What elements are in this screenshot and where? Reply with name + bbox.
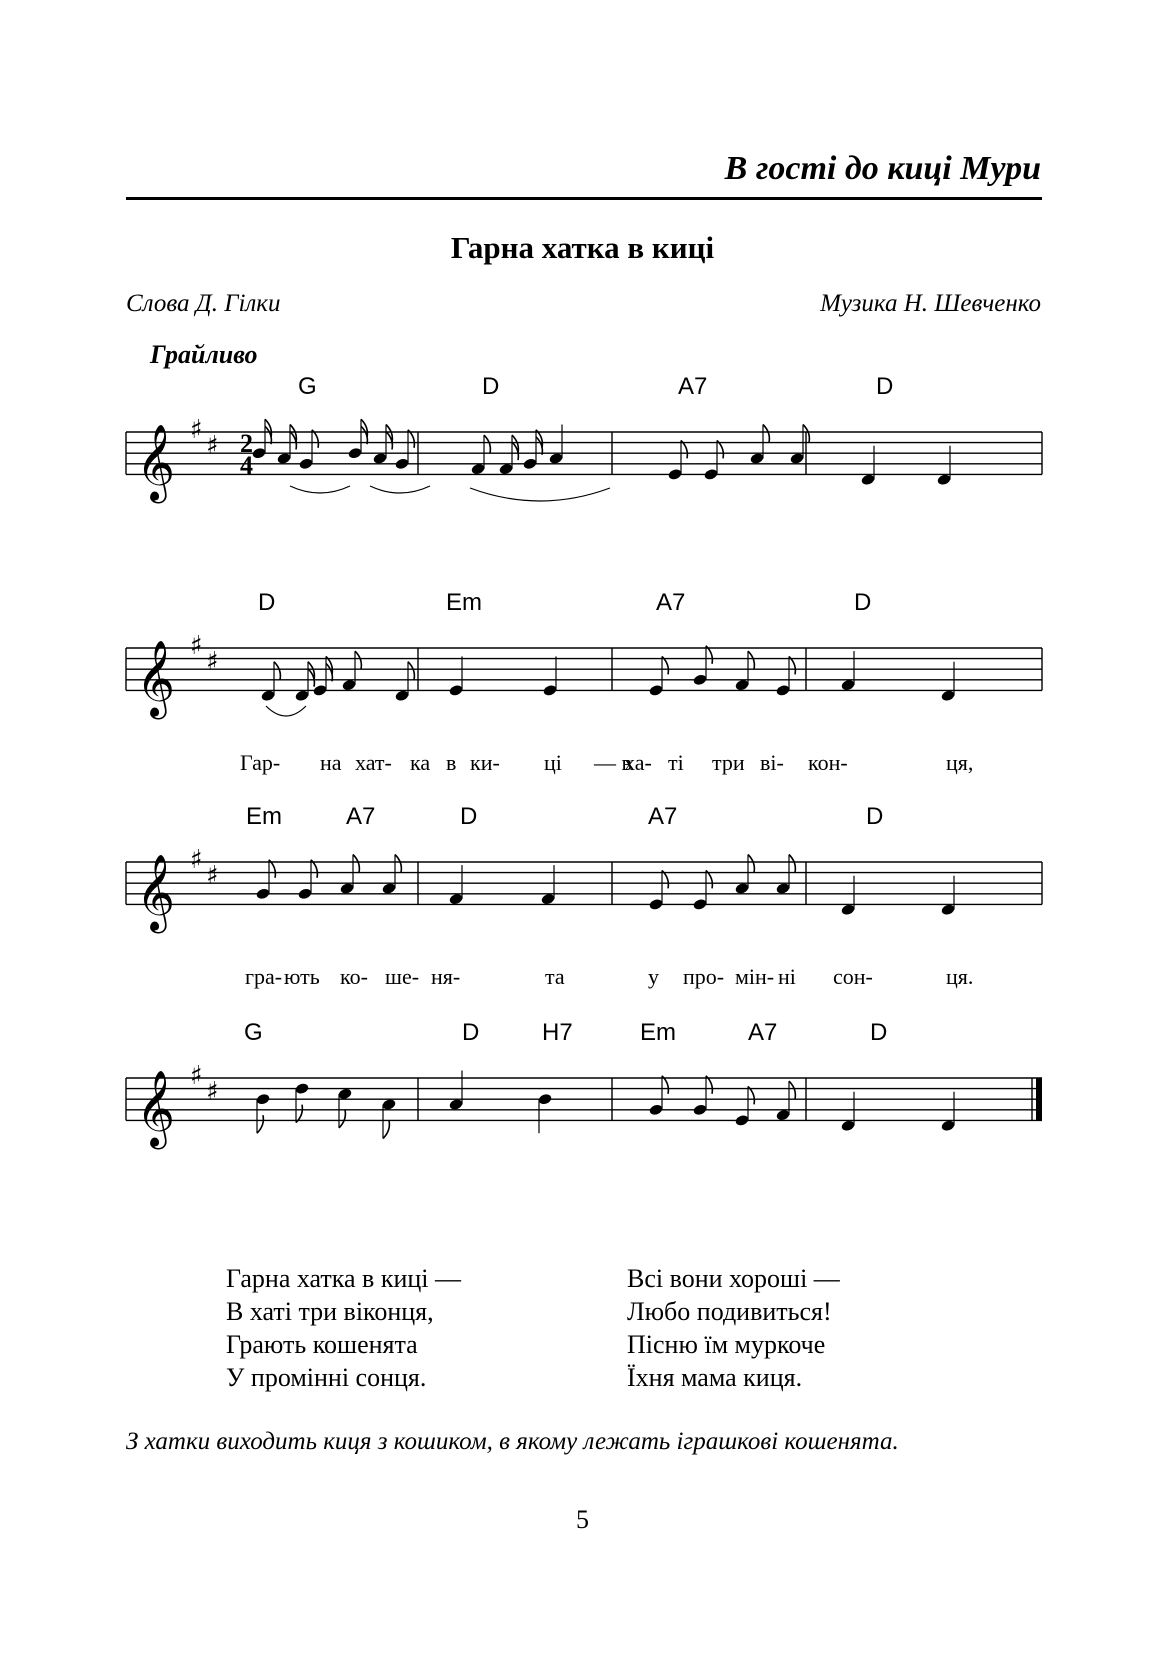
lyric-syllable: ві- — [760, 750, 784, 775]
chord-symbol: Em — [446, 589, 482, 616]
lyric-syllable: сон- — [833, 964, 873, 989]
chord-symbol: D — [258, 589, 276, 616]
time-signature-bottom: 4 — [240, 451, 253, 480]
note-flag — [748, 651, 754, 669]
lyric-syllable: ка — [410, 750, 431, 775]
slur — [266, 706, 306, 716]
chord-symbol: D — [870, 1019, 888, 1046]
note-flag — [763, 425, 769, 443]
chord-symbol: D — [462, 1019, 480, 1046]
stage-direction: З хатки виходить киця з кошиком, в якому лежать іграшкові кошенята. — [126, 1428, 899, 1455]
chord-symbol: Em — [640, 1019, 676, 1046]
staff-system — [126, 373, 1042, 503]
time-signature-top: 2 — [240, 429, 253, 458]
treble-clef-icon: 𝄞 — [136, 639, 176, 717]
lyric-syllable: кон- — [808, 750, 848, 775]
note-head — [394, 457, 409, 470]
note-head — [347, 447, 362, 460]
staff-system — [126, 803, 1042, 989]
poem-line: Їхня мама киця. — [627, 1363, 803, 1392]
note-flag — [789, 855, 795, 873]
note-head — [255, 1093, 270, 1106]
treble-clef-icon: 𝄞 — [136, 853, 176, 931]
note-head — [692, 673, 707, 686]
note-head — [294, 689, 309, 702]
lyric-syllable: в — [446, 750, 457, 775]
note-head — [260, 689, 275, 702]
staff-system — [126, 589, 1042, 775]
chord-symbol: D — [482, 373, 500, 400]
lyricist-credit: Слова Д. Гілки — [126, 290, 281, 317]
note-head — [255, 887, 270, 900]
poem-line: Всі вони хороші — — [627, 1264, 840, 1293]
lyric-syllable: хат- — [355, 750, 392, 775]
sharp-icon: ♯ — [190, 415, 203, 445]
note-head — [940, 1119, 955, 1132]
chord-symbol: H7 — [542, 1019, 573, 1046]
lyric-syllable: ють — [284, 964, 320, 989]
note-head — [548, 452, 563, 465]
chord-symbol: A7 — [656, 589, 686, 616]
note-flag — [353, 855, 359, 873]
lyric-syllable: ня- — [431, 964, 461, 989]
note-head — [860, 473, 875, 486]
note-head — [749, 452, 764, 465]
tempo-marking: Грайливо — [150, 340, 258, 369]
lyric-syllable: ки- — [470, 750, 500, 775]
chord-symbol: D — [460, 803, 478, 830]
poem-line: У промінні сонця. — [226, 1363, 427, 1392]
note-head — [940, 689, 955, 702]
note-head — [381, 882, 396, 895]
note-head — [734, 882, 749, 895]
lyric-syllable: гра- — [245, 964, 283, 989]
note-head — [775, 684, 790, 697]
note-head — [840, 1119, 855, 1132]
lyric-syllable: ця. — [946, 964, 974, 989]
note-flag — [484, 435, 490, 453]
note-head — [448, 684, 463, 697]
lyric-syllable: про- — [683, 964, 725, 989]
note-head — [703, 468, 718, 481]
chord-symbol: A7 — [648, 803, 678, 830]
note-flag — [339, 1110, 345, 1128]
note-head — [537, 1093, 552, 1106]
note-head — [394, 689, 409, 702]
note-head — [692, 1103, 707, 1116]
composer-credit: Музика Н. Шевченко — [820, 290, 1041, 317]
section-title: В гості до киці Мури — [724, 150, 1041, 187]
note-head — [775, 1109, 790, 1122]
note-head — [498, 463, 513, 476]
note-head — [840, 903, 855, 916]
note-head — [276, 452, 291, 465]
note-head — [297, 887, 312, 900]
sharp-icon: ♯ — [190, 1061, 203, 1091]
note-head — [648, 898, 663, 911]
lyric-syllable: ше- — [385, 964, 420, 989]
chord-symbol: Em — [246, 803, 282, 830]
chord-symbol: D — [876, 373, 894, 400]
sharp-icon: ♯ — [206, 1077, 219, 1107]
note-flag — [383, 1121, 389, 1139]
chord-symbol: A7 — [678, 373, 708, 400]
lyric-syllable: та — [545, 964, 565, 989]
poem-line: Гарна хатка в киці — — [226, 1264, 462, 1293]
lyric-syllable: Гар- — [240, 750, 281, 775]
lyric-syllable: ця, — [946, 750, 974, 775]
sharp-icon: ♯ — [190, 845, 203, 875]
sharp-icon: ♯ — [206, 647, 219, 677]
note-flag — [257, 1115, 263, 1133]
lyric-syllable: ні — [778, 964, 796, 989]
note-head — [936, 473, 951, 486]
poem-line: Пісню їм муркоче — [627, 1330, 826, 1359]
staff-system — [126, 1019, 1042, 1149]
chord-symbol: G — [244, 1019, 263, 1046]
lyric-syllable: ко- — [340, 964, 368, 989]
lyric-syllable: — в — [594, 750, 632, 775]
lyric-syllable: ті — [668, 750, 684, 775]
note-head — [540, 893, 555, 906]
note-head — [372, 452, 387, 465]
lyric-syllable: мін- — [735, 964, 775, 989]
note-head — [648, 1103, 663, 1116]
note-head — [294, 1082, 309, 1095]
chord-symbol: D — [866, 803, 884, 830]
note-head — [339, 882, 354, 895]
chord-symbol: A7 — [748, 1019, 778, 1046]
slur — [470, 488, 610, 501]
poem-stanza-1 — [226, 1262, 461, 1394]
poem-stanza-2 — [627, 1262, 840, 1394]
sharp-icon: ♯ — [206, 431, 219, 461]
page-number: 5 — [576, 1505, 589, 1534]
treble-clef-icon: 𝄞 — [136, 423, 176, 501]
note-head — [448, 1098, 463, 1111]
slur — [370, 486, 430, 493]
note-head — [470, 463, 485, 476]
note-head — [381, 1098, 396, 1111]
lyric-syllable: ці — [544, 750, 562, 775]
treble-clef-icon: 𝄞 — [136, 1069, 176, 1147]
note-head — [448, 893, 463, 906]
chord-symbol: A7 — [346, 803, 376, 830]
lyric-syllable: три — [712, 750, 745, 775]
note-head — [341, 679, 356, 692]
note-head — [692, 898, 707, 911]
note-head — [775, 882, 790, 895]
lyric-syllable: у — [648, 964, 659, 989]
lyric-syllable: ха- — [624, 750, 652, 775]
note-head — [648, 684, 663, 697]
note-head — [337, 1087, 352, 1100]
chord-symbol: G — [298, 373, 317, 400]
poem-line: Любо подивиться! — [627, 1297, 832, 1326]
note-head — [734, 1114, 749, 1127]
note-head — [542, 684, 557, 697]
note-head — [522, 457, 537, 470]
note-flag — [789, 1081, 795, 1099]
sharp-icon: ♯ — [206, 861, 219, 891]
lyric-syllable: на — [320, 750, 342, 775]
poem-line: Грають кошенята — [226, 1330, 418, 1359]
note-head — [734, 679, 749, 692]
note-head — [840, 679, 855, 692]
song-title: Гарна хатка в киці — [450, 230, 715, 265]
note-head — [667, 468, 682, 481]
note-flag — [408, 662, 414, 680]
chord-symbol: D — [854, 589, 872, 616]
poem-line: В хаті три віконця, — [226, 1297, 434, 1326]
final-barline — [1036, 1078, 1042, 1120]
note-flag — [748, 855, 754, 873]
note-flag — [395, 855, 401, 873]
slur — [290, 486, 350, 493]
note-flag — [355, 651, 361, 669]
note-head — [940, 903, 955, 916]
note-flag — [274, 662, 280, 680]
note-head — [298, 457, 313, 470]
sharp-icon: ♯ — [190, 631, 203, 661]
note-head — [251, 447, 266, 460]
note-head — [789, 452, 804, 465]
